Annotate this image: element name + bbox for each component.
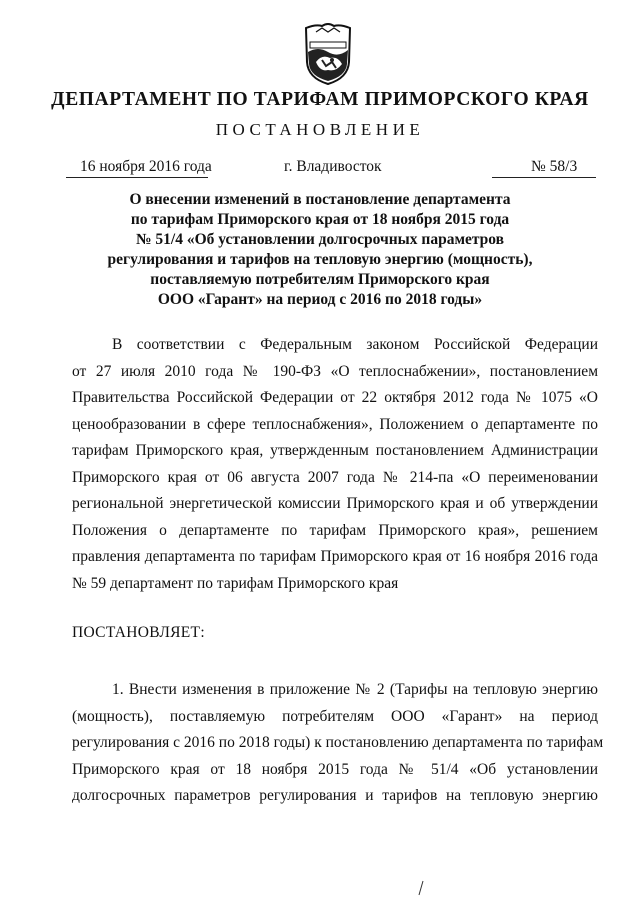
text-line: ценообразовании в сфере теплоснабжения», Положением о департаменте по	[72, 415, 598, 433]
text-line: В соответствии с Федеральным законом Российской Федерации	[112, 336, 598, 353]
document-type: ПОСТАНОВЛЕНИЕ	[215, 120, 425, 139]
text-line: долгосрочных параметров регулирования и тарифов на тепловую энергию	[72, 787, 598, 804]
subject-line: регулирования и тарифов на тепловую энергию (мощность),	[107, 251, 533, 268]
department-title: ДЕПАРТАМЕНТ ПО ТАРИФАМ ПРИМОРСКОГО КРАЯ	[51, 89, 589, 110]
preamble-paragraph	[72, 332, 598, 597]
text-line: 1. Внести изменения в приложение № 2 (Тарифы на тепловую энергию	[112, 681, 598, 698]
coat-of-arms-icon	[302, 22, 354, 86]
subject-line: № 51/4 «Об установлении долгосрочных параметров	[135, 231, 505, 248]
text-line: Положения о департаменте по тарифам Приморского края», решением	[72, 521, 598, 539]
text-line: регулирования с 2016 по 2018 годы) к постановлению департамента по тарифам	[72, 734, 604, 751]
text-line: (мощность), поставляемую потребителям ООО «Гарант» на период	[72, 707, 598, 725]
document-number: № 58/3	[531, 158, 578, 175]
document-date: 16 ноября 2016 года	[80, 158, 212, 175]
resolves-heading: ПОСТАНОВЛЯЕТ:	[72, 624, 205, 641]
subject-line: О внесении изменений в постановление департамента	[129, 191, 511, 208]
text-line: региональной энергетической комиссии Приморского края и об утверждении	[72, 495, 598, 512]
text-line: Приморского края от 06 августа 2007 года № 214-па «О переименовании	[72, 468, 598, 486]
scan-mark-icon	[417, 880, 425, 896]
text-line: тарифам Приморского края, утвержденным постановлением Администрации	[72, 442, 598, 459]
number-underline	[492, 177, 596, 178]
date-underline	[66, 177, 208, 178]
text-line: Приморского края от 18 ноября 2015 года № 51/4 «Об установлении	[72, 760, 598, 778]
text-line: правления департамента по тарифам Приморского края от 16 ноября 2016 года	[72, 548, 598, 565]
document-city: г. Владивосток	[284, 158, 382, 175]
item-1-paragraph	[72, 677, 604, 810]
text-line: от 27 июля 2010 года № 190-ФЗ «О теплоснабжении», постановлением	[72, 362, 598, 380]
subject-line: по тарифам Приморского края от 18 ноября 2015 года	[130, 211, 510, 228]
text-line: Правительства Российской Федерации от 22 октября 2012 года № 1075 «О	[72, 389, 598, 406]
document-subject	[60, 190, 580, 310]
subject-line: поставляемую потребителям Приморского края	[150, 271, 490, 288]
subject-line: ООО «Гарант» на период с 2016 по 2018 годы»	[157, 291, 483, 308]
text-line: № 59 департамент по тарифам Приморского края	[72, 574, 399, 592]
